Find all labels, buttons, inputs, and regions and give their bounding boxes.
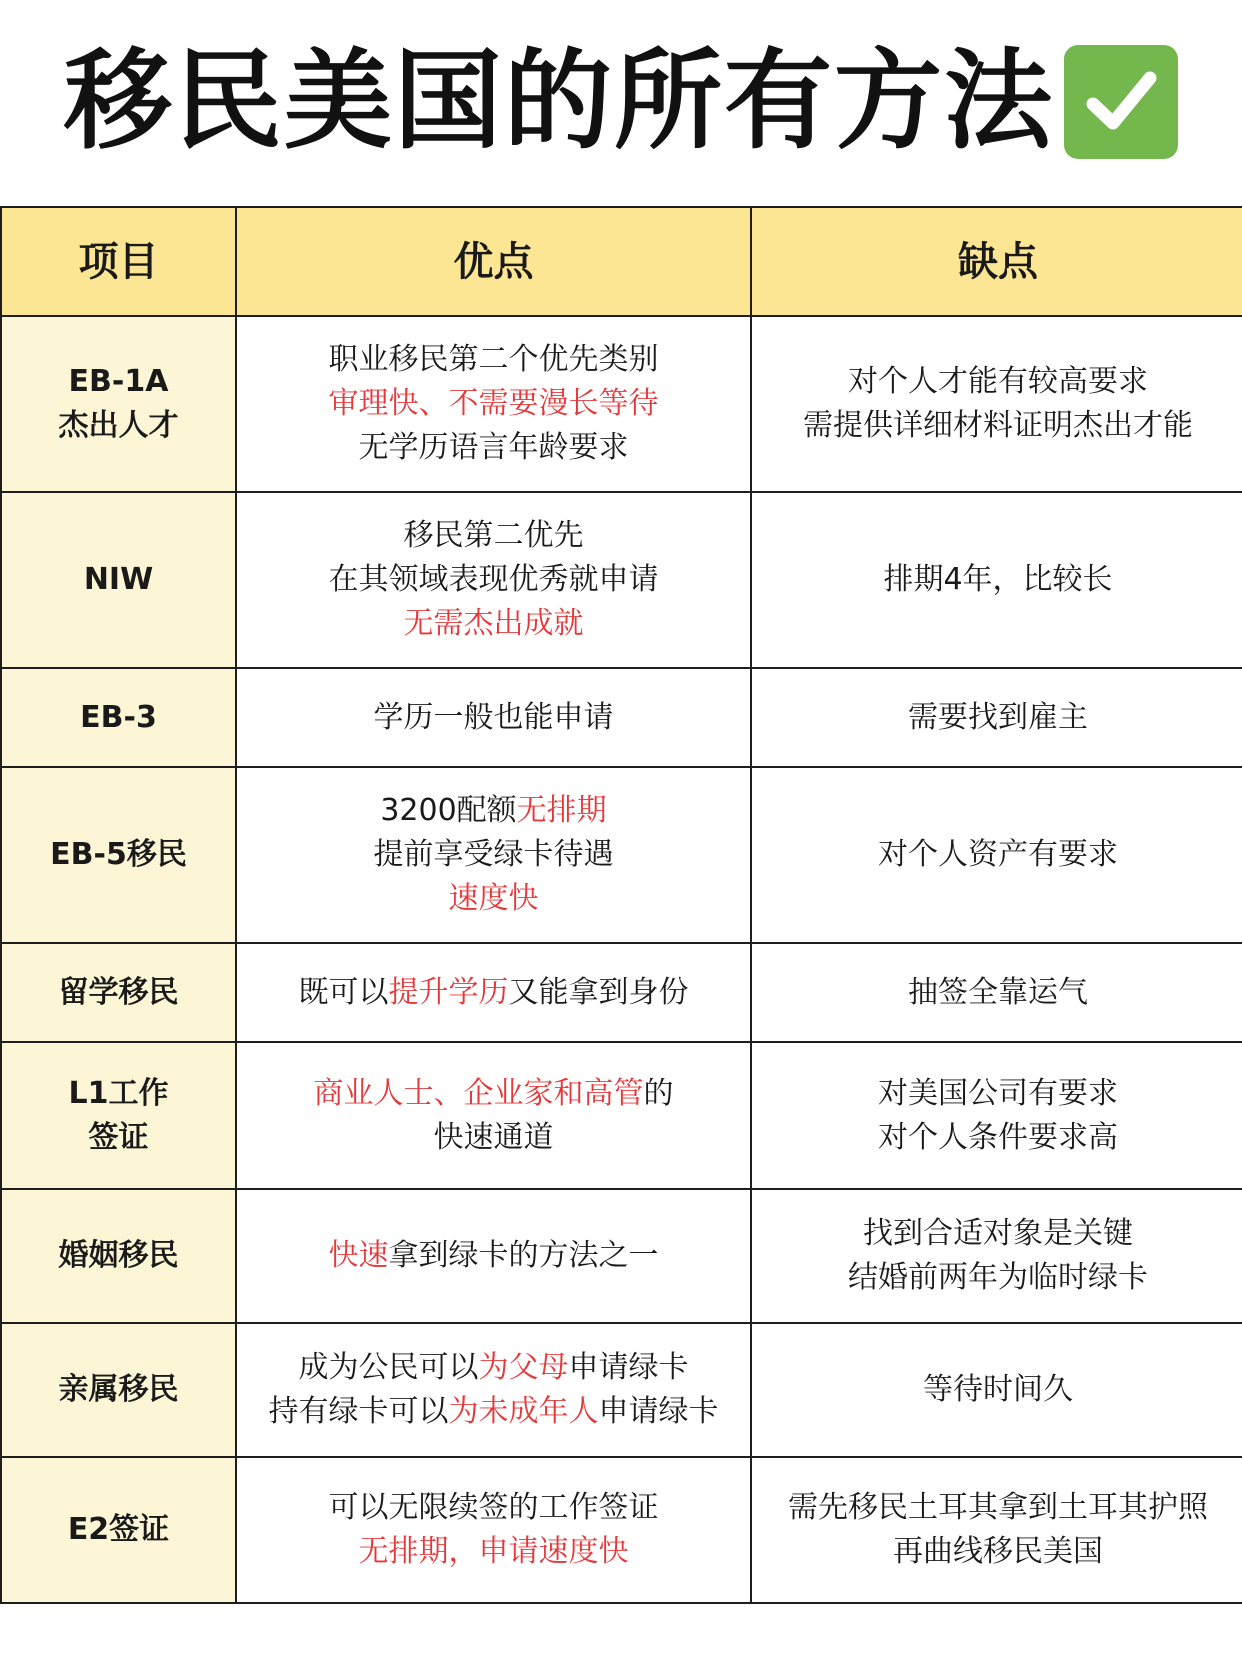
cell-line <box>243 1346 744 1390</box>
item-label: EB-1A <box>68 364 169 399</box>
cell-line <box>243 1116 744 1160</box>
highlight-text: 速度快 <box>448 881 539 916</box>
plain-text: 找到合适对象是关键 <box>863 1216 1133 1251</box>
plain-text: 提前享受绿卡待遇 <box>373 837 614 872</box>
highlight-text: 快速 <box>328 1238 389 1273</box>
pros-cell <box>236 1457 751 1603</box>
table-row <box>1 492 1242 668</box>
table-row <box>1 1042 1242 1189</box>
cell-line <box>243 426 744 470</box>
plain-text: 需先移民土耳其拿到土耳其护照 <box>788 1490 1208 1525</box>
cell-line <box>758 404 1238 448</box>
cons-cell <box>751 316 1242 492</box>
cell-line <box>243 514 744 558</box>
plain-text: 申请绿卡 <box>598 1394 719 1429</box>
header-cons: 缺点 <box>751 207 1242 316</box>
plain-text: 无学历语言年龄要求 <box>358 430 629 465</box>
plain-text: 职业移民第二个优先类别 <box>328 342 659 377</box>
cons-cell <box>751 1189 1242 1323</box>
plain-text: 对个人才能有较高要求 <box>848 364 1148 399</box>
pros-cell <box>236 1323 751 1457</box>
highlight-text: 提升学历 <box>388 974 509 1010</box>
plain-text: 可以无限续签的工作签证 <box>328 1490 659 1525</box>
item-cell <box>1 1042 236 1189</box>
plain-text: 在其领域表现优秀就申请 <box>328 562 659 597</box>
cell-line <box>243 1234 744 1278</box>
plain-text: 既可以 <box>298 974 389 1010</box>
plain-text: 需提供详细材料证明杰出才能 <box>803 408 1193 443</box>
pros-cell <box>236 316 751 492</box>
cons-cell <box>751 492 1242 668</box>
cell-line <box>758 833 1238 877</box>
cell-line <box>243 971 744 1015</box>
item-label: 亲属移民 <box>58 1372 179 1407</box>
item-label: EB-5移民 <box>50 837 187 872</box>
header-pros: 优点 <box>236 207 751 316</box>
cell-line <box>243 789 744 833</box>
pros-cell <box>236 492 751 668</box>
item-label: 签证 <box>88 1119 149 1155</box>
table-row <box>1 943 1242 1042</box>
cons-cell <box>751 1457 1242 1603</box>
table-row <box>1 1189 1242 1323</box>
cell-line <box>243 696 744 740</box>
green-check-mark-icon <box>1064 45 1178 159</box>
item-cell <box>1 668 236 767</box>
cell-line <box>758 1486 1238 1530</box>
pros-cell <box>236 767 751 943</box>
plain-text: 快速通道 <box>433 1119 554 1155</box>
item-cell <box>1 1189 236 1323</box>
plain-text: 抽签全靠运气 <box>908 974 1088 1010</box>
item-label: 留学移民 <box>58 974 179 1010</box>
pros-cell <box>236 1042 751 1189</box>
cell-line <box>758 558 1238 602</box>
cell-line <box>758 1530 1238 1574</box>
plain-text: 对个人条件要求高 <box>878 1119 1118 1155</box>
highlight-text: 为父母 <box>478 1350 569 1385</box>
cell-line <box>758 360 1238 404</box>
cons-cell <box>751 767 1242 943</box>
item-cell <box>1 1457 236 1603</box>
cell-line <box>243 558 744 602</box>
title-bar <box>0 0 1242 204</box>
plain-text: 3200配额 <box>380 793 517 828</box>
item-cell <box>1 492 236 668</box>
plain-text: 需要找到雇主 <box>908 699 1088 735</box>
pros-cell <box>236 668 751 767</box>
item-label: NIW <box>83 562 154 597</box>
page-title: 移民美国的所有方法 <box>63 39 1054 164</box>
plain-text: 又能拿到身份 <box>508 974 689 1010</box>
cons-cell <box>751 1042 1242 1189</box>
immigration-methods-table <box>0 206 1242 1604</box>
item-label: EB-3 <box>80 699 157 735</box>
pros-cell <box>236 943 751 1042</box>
plain-text: 的 <box>643 1075 674 1111</box>
highlight-text: 无排期 <box>516 793 607 828</box>
cons-cell <box>751 1323 1242 1457</box>
item-cell <box>1 943 236 1042</box>
table-body <box>1 316 1242 1603</box>
cell-line <box>758 1212 1238 1256</box>
cell-line <box>243 877 744 921</box>
cell-line <box>758 696 1238 740</box>
item-label: 婚姻移民 <box>58 1238 179 1273</box>
cell-line <box>243 602 744 646</box>
item-cell <box>1 767 236 943</box>
item-label: E2签证 <box>67 1512 170 1547</box>
cell-line <box>758 1116 1238 1160</box>
table-header-row <box>1 207 1242 316</box>
plain-text: 申请绿卡 <box>568 1350 689 1385</box>
plain-text: 成为公民可以 <box>298 1350 479 1385</box>
highlight-text: 审理快、不需要漫长等待 <box>328 386 659 421</box>
plain-text: 对美国公司有要求 <box>878 1075 1118 1111</box>
cell-line <box>243 1530 744 1574</box>
plain-text: 拿到绿卡的方法之一 <box>388 1238 659 1273</box>
cons-cell <box>751 668 1242 767</box>
table-row <box>1 1457 1242 1603</box>
cell-line <box>758 1368 1238 1412</box>
highlight-text: 无需杰出成就 <box>403 606 584 641</box>
cell-line <box>758 971 1238 1015</box>
item-label: L1工作 <box>68 1075 169 1111</box>
cell-line <box>243 1486 744 1530</box>
header-item: 项目 <box>1 207 236 316</box>
plain-text: 等待时间久 <box>923 1372 1073 1407</box>
highlight-text: 为未成年人 <box>448 1394 599 1429</box>
highlight-text: 无排期，申请速度快 <box>358 1534 629 1569</box>
plain-text: 排期4年，比较长 <box>883 562 1113 597</box>
cell-line <box>243 833 744 877</box>
pros-cell <box>236 1189 751 1323</box>
plain-text: 再曲线移民美国 <box>893 1534 1103 1569</box>
plain-text: 持有绿卡可以 <box>268 1394 449 1429</box>
plain-text: 结婚前两年为临时绿卡 <box>848 1260 1148 1295</box>
cell-line <box>243 1390 744 1434</box>
table-row <box>1 1323 1242 1457</box>
item-label: 杰出人才 <box>58 408 179 443</box>
plain-text: 移民第二优先 <box>403 518 584 553</box>
table-row <box>1 316 1242 492</box>
plain-text: 学历一般也能申请 <box>373 699 614 735</box>
cell-line <box>243 338 744 382</box>
cons-cell <box>751 943 1242 1042</box>
cell-line <box>243 1072 744 1116</box>
plain-text: 对个人资产有要求 <box>878 837 1118 872</box>
table-row <box>1 668 1242 767</box>
highlight-text: 商业人士、企业家和高管 <box>313 1075 644 1111</box>
table-row <box>1 767 1242 943</box>
item-cell <box>1 316 236 492</box>
cell-line <box>758 1072 1238 1116</box>
item-cell <box>1 1323 236 1457</box>
cell-line <box>758 1256 1238 1300</box>
cell-line <box>243 382 744 426</box>
